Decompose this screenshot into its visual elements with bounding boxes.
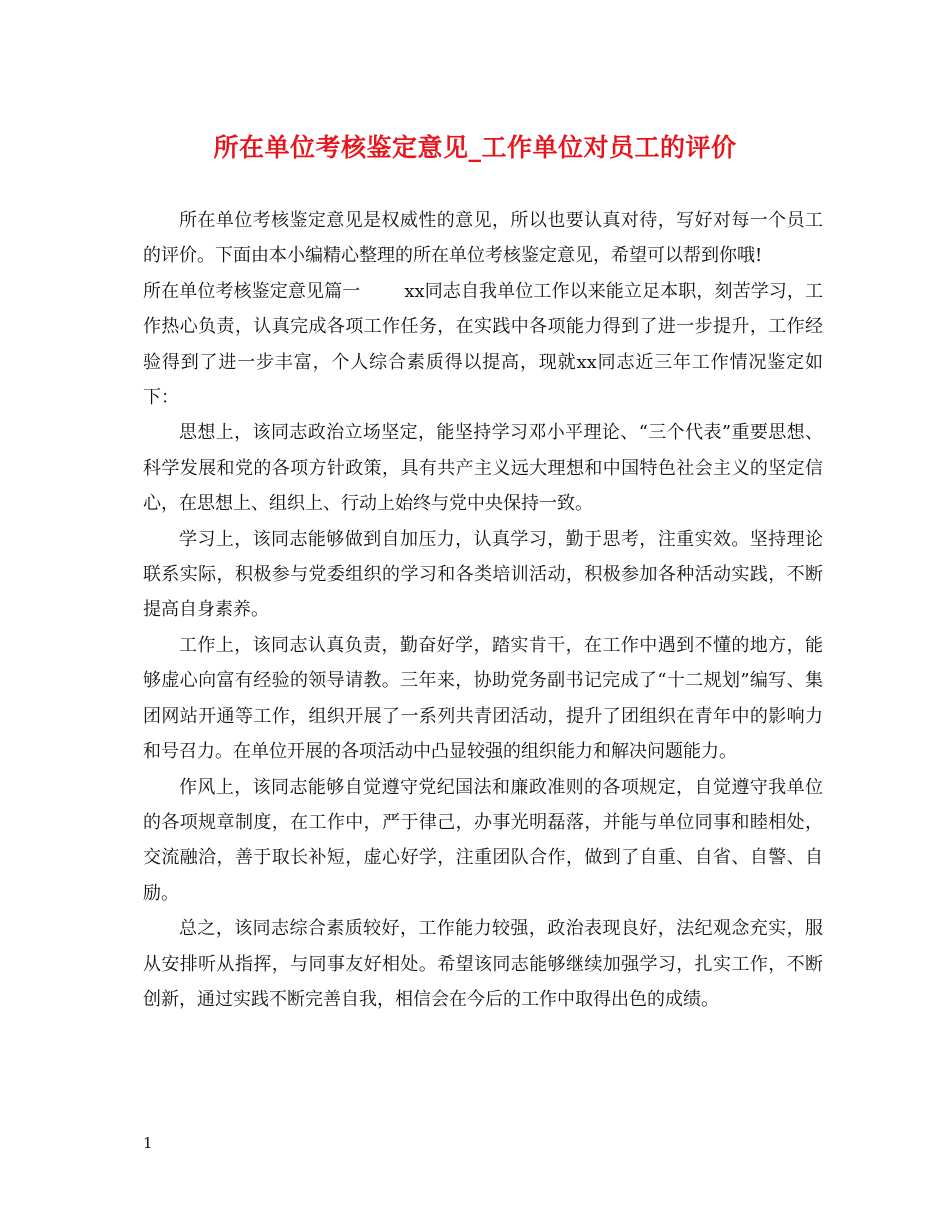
page-number: 1 [143,1134,153,1152]
intro-paragraph: 所在单位考核鉴定意见是权威性的意见，所以也要认真对待，写好对每一个员工的评价。下面由本小编精心整理的所在单位考核鉴定意见，希望可以帮到你哦! [143,210,823,267]
paragraph-study: 学习上，该同志能够做到自加压力，认真学习，勤于思考，注重实效。坚持理论联系实际，积极参与党委组织的学习和各类培训活动，积极参加各种活动实践，不断提高自身素养。 [143,528,823,621]
paragraph-summary: 总之，该同志综合素质较好，工作能力较强，政治表现良好，法纪观念充实，服从安排听从指挥，与同事友好相处。希望该同志能够继续加强学习，扎实工作，不断创新，通过实践不断完善自我，相信会在今后的工作中取得出色的成绩。 [143,918,823,1010]
section-opening: xx同志自我单位工作以来能立足本职，刻苦学习，工作热心负责，认真完成各项工作任务，在实践中各项能力得到了进一步提升，工作经验得到了进一步丰富，个人综合素质得以提高，现就xx同志近三年工作情况鉴定如下： [143,280,823,409]
paragraph-conduct: 作风上，该同志能够自觉遵守党纪国法和廉政准则的各项规定，自觉遵守我单位的各项规章制度，在工作中，严于律己，办事光明磊落，并能与单位同事和睦相处，交流融洽，善于取长补短，虚心好学，注重团队合作，做到了自重、自省、自警、自励。 [143,776,823,904]
paragraph-ideology: 思想上，该同志政治立场坚定，能坚持学习邓小平理论、“三个代表”重要思想、科学发展和党的各项方针政策，具有共产主义远大理想和中国特色社会主义的坚定信心，在思想上、组织上、行动上始终与党中央保持一致。 [143,422,823,515]
document-body [143,203,823,1017]
section-heading: 所在单位考核鉴定意见篇一 [143,280,361,302]
document-title: 所在单位考核鉴定意见_工作单位对员工的评价 [213,133,737,162]
section-paragraph [143,274,823,416]
paragraph-work: 工作上，该同志认真负责，勤奋好学，踏实肯干，在工作中遇到不懂的地方，能够虚心向富有经验的领导请教。三年来，协助党务副书记完成了“十二规划”编写、集团网站开通等工作，组织开展了一系列共青团活动，提升了团组织在青年中的影响力和号召力。在单位开展的各项活动中凸显较强的组织能力和解决问题能力。 [143,634,823,763]
